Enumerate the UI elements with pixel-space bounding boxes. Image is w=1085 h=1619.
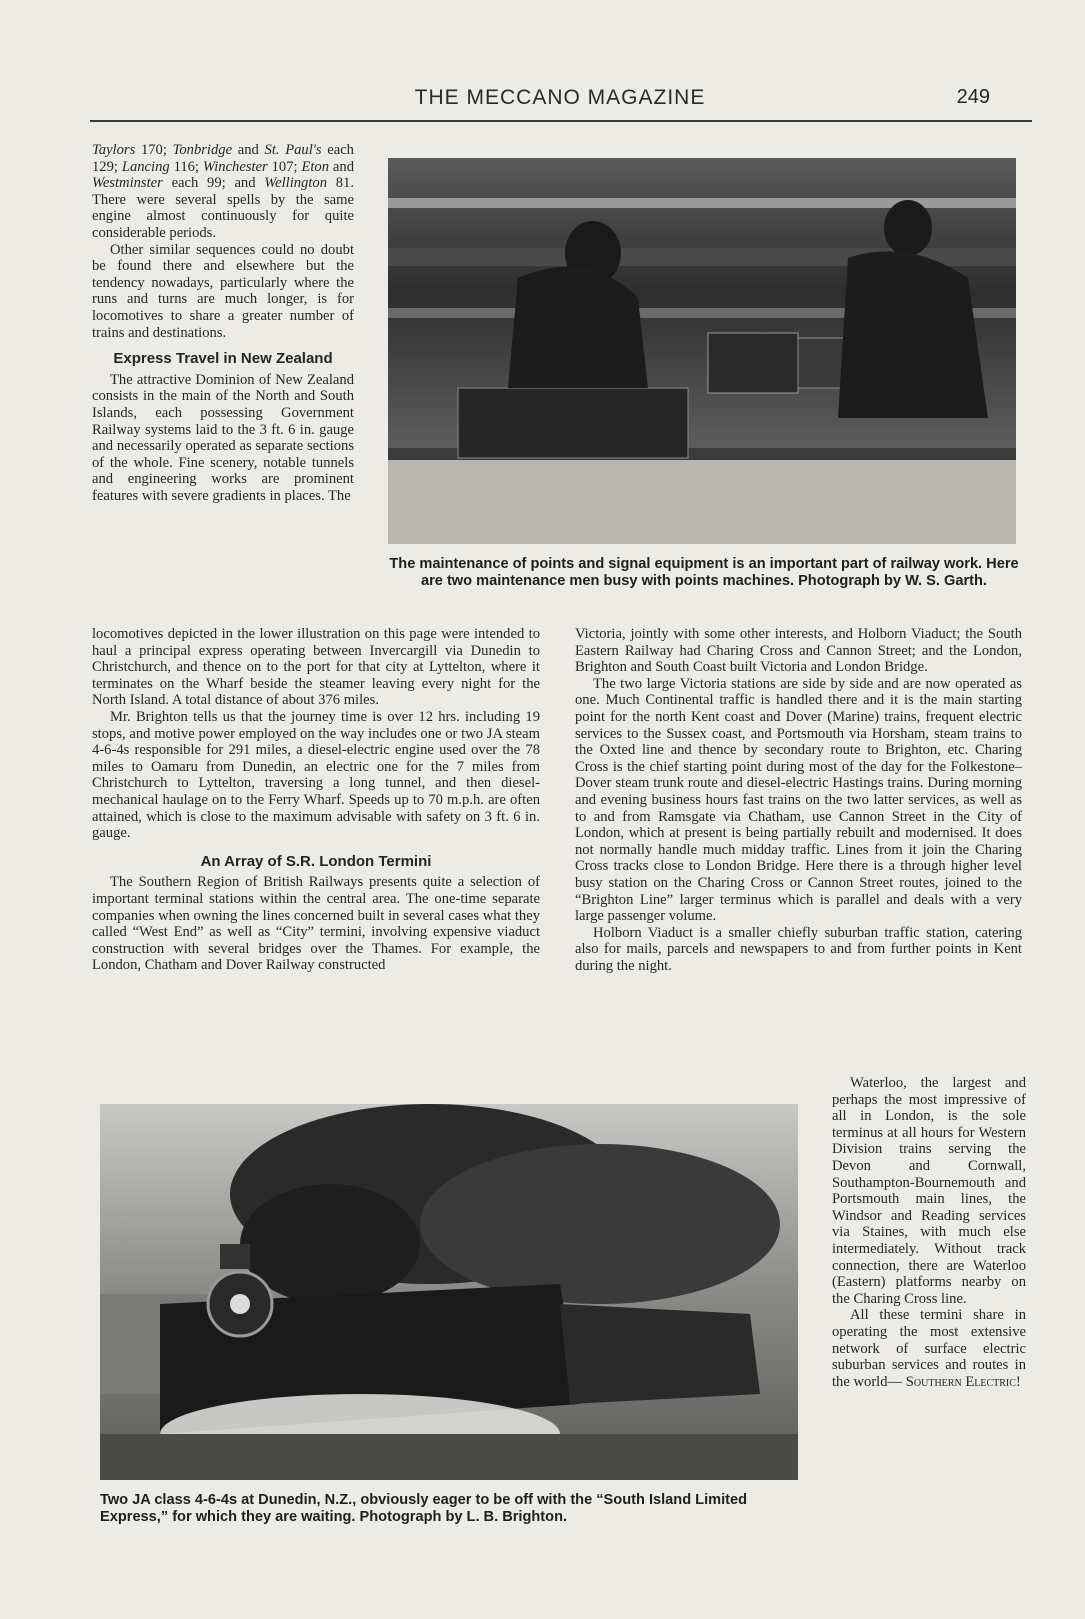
southern-electric-text: Southern Electric!: [905, 1373, 1021, 1390]
termini-paragraph-1: Victoria, jointly with some other interests, and Holborn Viaduct; the South Eastern Railway had Charing Cross and Cannon Street; and the London, Brighton and South Coast built Victoria and London Bridge.: [575, 626, 1022, 676]
header-rule: [90, 120, 1032, 122]
intro-column: [92, 142, 354, 504]
page-number: 249: [956, 86, 990, 108]
waterloo-paragraph-2: All these termini share in operating the most extensive network of surface electric suburban services and routes in the world— Southern Electric!: [832, 1307, 1026, 1390]
nz-heading: Express Travel in New Zealand: [113, 350, 333, 368]
nz-paragraph-2: Mr. Brighton tells us that the journey time is over 12 hrs. including 19 stops, and motive power employed on the way includes one or two JA steam 4-6-4s responsible for 291 miles, a diesel-electric engine used over the 78 miles to Oamaru from Dunedin, an electric one for the 7 miles from Christchurch to Lyttelton, traversing a long tunnel, and then diesel-mechanical haulage on to the Ferry Wharf. Speeds up to 70 m.p.h. are often attained, which is close to the maximum advisable with safety on 3 ft. 6 in. gauge.: [92, 708, 540, 842]
sr-heading: An Array of S.R. London Termini: [200, 852, 432, 870]
bottom-photo-caption: Two JA class 4-6-4s at Dunedin, N.Z., obviously eager to be off with the “South Island Limited Express,” for which they are waiting. Photograph by L. B. Brighton.: [100, 1492, 748, 1525]
maintenance-photo: [388, 158, 1016, 544]
steam-locomotives-photo-icon: [100, 1104, 798, 1480]
waterloo-column: [832, 1075, 1026, 1390]
waterloo-paragraph-1: Waterloo, the largest and perhaps the most impressive of all in London, is the sole terminus at all hours for Western Division trains serving the Devon and Cornwall, Southampton-Bournemouth and Portsmouth main lines, the Windsor and Reading services via Staines, with much else intermediately. Without track connection, there are Waterloo (Eastern) platforms nearby on the Charing Cross line.: [832, 1075, 1026, 1307]
termini-column: [575, 626, 1022, 974]
page-header: [90, 86, 1030, 118]
locomotive-photo: [100, 1104, 798, 1480]
magazine-title: THE MECCANO MAGAZINE: [414, 86, 706, 109]
nz-paragraph-1-cont: locomotives depicted in the lower illustration on this page were intended to haul a principal express operating between Invercargill via Dunedin to Christchurch, and thence on to the port for that city at Lyttelton, where it terminates on the Wharf beside the steamer leaving every night for the North Island. A total distance of about 376 miles.: [92, 626, 540, 709]
termini-paragraph-3: Holborn Viaduct is a smaller chiefly suburban traffic station, catering also for mails, parcels and newspapers to and from further points in Kent during the night.: [575, 924, 1022, 974]
intro-paragraph-2: Other similar sequences could no doubt be found there and elsewhere but the tendency nowadays, particularly where the runs and turns are much longer, is for locomotives to share a greater number of trains and destinations.: [92, 241, 354, 341]
intro-paragraph: Taylors 170; Tonbridge and St. Paul's each 129; Lancing 116; Winchester 107; Eton and Westminster each 99; and Wellington 81. There were several spells by the same engine almost continuously for quite considerable periods.: [92, 142, 354, 241]
nz-wide-column: [92, 626, 540, 974]
termini-paragraph-2: The two large Victoria stations are side by side and are now operated as one. Much Continental traffic is handled there and it is the main starting point for the north Kent coast and Dover (Marine) trains, frequent electric services to the Sussex coast, and Portsmouth via Horsham, steam trains to the Oxted line and thence by secondary route to Brighton, etc. Charing Cross is the chief starting point during most of the day for the Folkestone–Dover steam trunk route and diesel-electric Hastings trains. During morning and evening business hours fast trains on the two latter services, as well as to and from Ramsgate via Chatham, use Cannon Street in the City of London, which at present is being partially rebuilt and modernised. It does not normally handle much midday traffic. Lines from it join the Charing Cross tracks close to London Bridge. Here there is a through higher level busy station on the Charing Cross or Cannon Street routes, joined to the “Brighton Line” larger terminus which is parallel and deals with a very large passenger volume.: [575, 675, 1022, 925]
sr-paragraph-1: The Southern Region of British Railways presents quite a selection of important terminal stations within the central area. The one-time separate companies when owning the lines concerned built in several cases what they called “West End” as well as “City” termini, involving expensive viaduct construction with several bridges over the Thames. For example, the London, Chatham and Dover Railway constructed: [92, 874, 540, 974]
maintenance-men-photo-icon: [388, 158, 1016, 544]
top-photo-caption: The maintenance of points and signal equipment is an important part of railway work. Here are two maintenance men busy with points machines. Photograph by W. S. Garth.: [389, 556, 1019, 589]
nz-paragraph-1: The attractive Dominion of New Zealand consists in the main of the North and South Islands, each possessing Government Railway systems laid to the 3 ft. 6 in. gauge and necessarily operated as separate sections of the whole. Fine scenery, notable tunnels and engineering works are prominent features with severe gradients in places. The: [92, 371, 354, 504]
